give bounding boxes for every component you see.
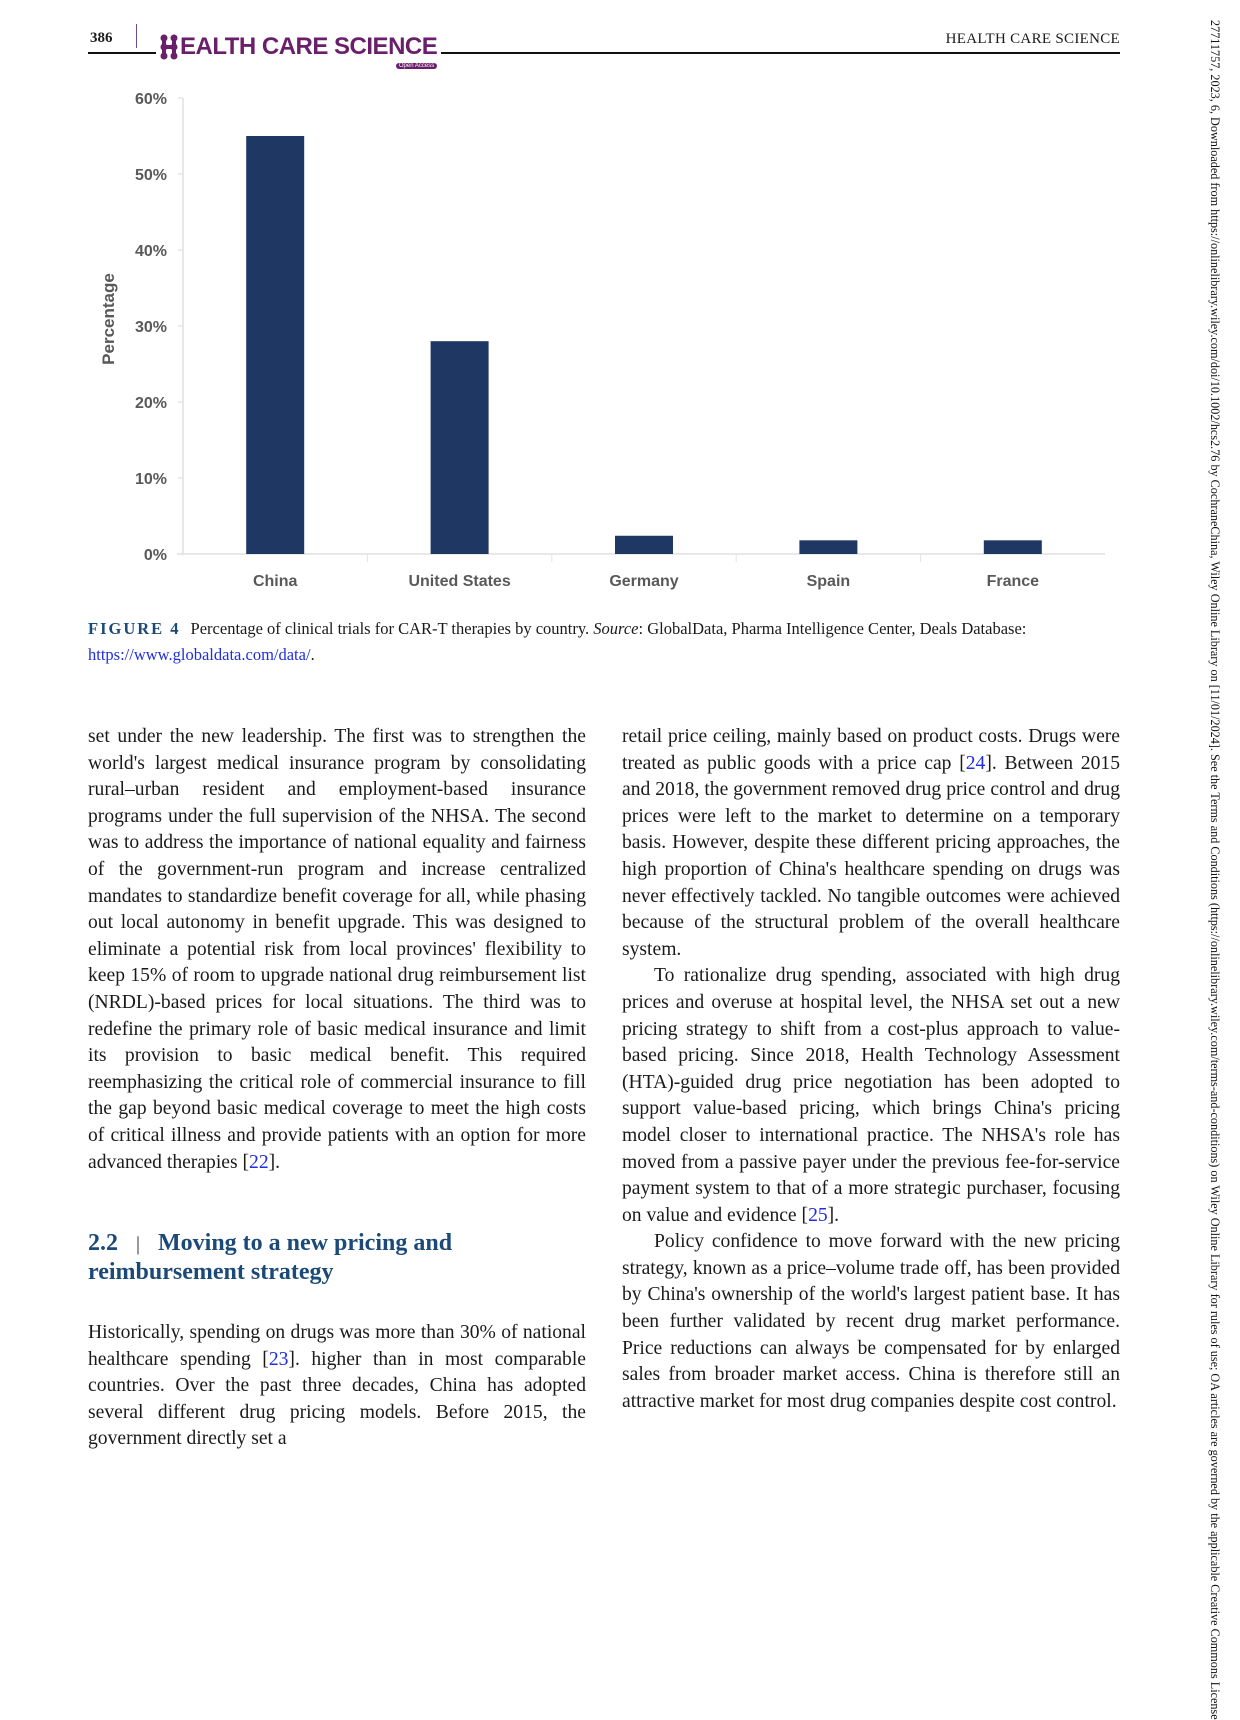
y-tick-label: 10% bbox=[134, 471, 167, 488]
citation-link[interactable]: 25 bbox=[808, 1204, 828, 1226]
open-access-badge: Open Access bbox=[396, 63, 437, 69]
citation-link[interactable]: 23 bbox=[268, 1348, 289, 1370]
section-title: Moving to a new pricing and reimbursement strategy bbox=[88, 1230, 453, 1286]
x-tick-label: Germany bbox=[609, 573, 679, 590]
x-tick-label: Spain bbox=[806, 573, 851, 590]
journal-logo bbox=[156, 33, 441, 69]
paragraph bbox=[622, 724, 1120, 963]
paragraph-text: Policy confidence to move forward with the new pricing strategy, known as a price–volume trade off, has been provided by China's ownership of the world's largest patient base. It has been further validated by recent drug market performance. Price reductions can always be compensated for by enlarged sales from broader market access. China is therefore still an attractive market for most drug companies despite cost control. bbox=[622, 1231, 1120, 1412]
bar-chart bbox=[90, 85, 1120, 595]
caption-source-text: : GlobalData, Pharma Intelligence Center, Deals Database: bbox=[638, 619, 1027, 638]
bar-france bbox=[984, 540, 1042, 554]
citation-link[interactable]: 22 bbox=[249, 1151, 269, 1173]
caption-tail: . bbox=[310, 645, 315, 664]
right-column bbox=[622, 724, 1120, 1415]
bar-spain bbox=[799, 540, 857, 554]
y-tick-label: 0% bbox=[143, 547, 167, 564]
paragraph bbox=[622, 963, 1120, 1229]
page-number: 386 bbox=[90, 30, 113, 46]
y-tick-label: 60% bbox=[134, 91, 167, 108]
figure-caption bbox=[88, 616, 1120, 668]
paragraph-text: Historically, spending on drugs was more than 30% of national healthcare spending [ bbox=[88, 1322, 586, 1370]
x-tick-label: China bbox=[252, 573, 298, 590]
y-axis-ticks bbox=[135, 91, 183, 564]
paragraph-text: ]. bbox=[268, 1151, 281, 1173]
left-column bbox=[88, 724, 586, 1453]
caption-text: Percentage of clinical trials for CAR-T therapies by country. bbox=[190, 619, 590, 638]
y-tick-label: 20% bbox=[134, 395, 167, 412]
y-tick-label: 50% bbox=[134, 167, 167, 184]
bar-united-states bbox=[431, 341, 489, 554]
section-separator: | bbox=[136, 1233, 141, 1256]
x-tick-label: France bbox=[986, 573, 1040, 590]
section-heading bbox=[88, 1229, 586, 1286]
logo-h-mark-icon bbox=[160, 34, 178, 60]
citation-link[interactable]: 24 bbox=[965, 752, 986, 774]
paragraph-text: ]. Between 2015 and 2018, the government removed drug price control and drug prices were left to the market to determine on a temporary basis. However, despite these different pricing approaches, the high proportion of China's healthcare spending on drugs was never effectively tackled. No tangible outcomes were achieved because of the structural problem of the overall healthcare system. bbox=[622, 752, 1120, 960]
x-tick-label: United States bbox=[408, 573, 511, 590]
figure-label: FIGURE 4 bbox=[88, 619, 181, 638]
y-tick-label: 30% bbox=[134, 319, 167, 336]
paragraph bbox=[88, 724, 586, 1176]
paragraph-text: set under the new leadership. The first was to strengthen the world's largest medical insurance program by consolidating rural–urban resident and employment-based insurance programs under the full supervision of the NHSA. The second was to address the importance of national equality and fairness of the government-run program and increase centralized mandates to standardize benefit coverage for all, while phasing out local autonomy in benefit upgrade. This was designed to eliminate a potential risk from local provinces' flexibility to keep 15% of room to upgrade national drug reimbursement list (NRDL)-based prices for local situations. The third was to redefine the primary role of basic medical insurance and limit its provision to basic medical benefit. This required reemphasizing the critical role of commercial insurance to fill the gap beyond basic medical coverage to meet the high costs of critical illness and provide patients with an option for more advanced therapies [ bbox=[88, 726, 586, 1173]
y-tick-label: 40% bbox=[134, 243, 167, 260]
chart-svg bbox=[90, 85, 1120, 595]
paragraph bbox=[88, 1320, 586, 1453]
caption-source-link[interactable]: https://www.globaldata.com/data/ bbox=[88, 645, 311, 664]
paragraph-text: To rationalize drug spending, associated with high drug prices and overuse at hospital level, the NHSA set out a new pricing strategy to shift from a cost-plus approach to value-based pricing. Since 2018, Health Technology Assessment (HTA)-guided drug price negotiation has been adopted to support value-based pricing, which brings China's pricing model closer to international practice. The NHSA's role has moved from a passive payer under the previous fee-for-service payment system to that of a more strategic purchaser, focusing on value and evidence [ bbox=[622, 965, 1120, 1226]
page-number-separator bbox=[136, 24, 137, 48]
bar-china bbox=[246, 136, 304, 554]
logo-text: EALTH CARE SCIENCE bbox=[180, 33, 438, 60]
paragraph bbox=[622, 1229, 1120, 1415]
paragraph-text: ]. higher than in most comparable countries. Over the past three decades, China has adopted several different drug pricing models. Before 2015, the government directly set a bbox=[88, 1348, 586, 1450]
paragraph-text: ]. bbox=[827, 1204, 840, 1226]
caption-source-label: Source bbox=[593, 619, 639, 638]
x-axis-labels bbox=[253, 554, 1039, 590]
download-side-note: 27711757, 2023, 6, Downloaded from https://onlinelibrary.wiley.com/doi/10.1002/hcs2.76 by CochraneChina, Wiley Online Library on [11/01/2024]. See the Terms and Conditions (https://onlinelibrary.wiley.com/terms-and-conditions) on Wiley Online Library for rules of use; OA articles are governed by the applicable Creative Commons License bbox=[1208, 20, 1222, 1720]
bars bbox=[246, 136, 1042, 554]
running-head-journal: HEALTH CARE SCIENCE bbox=[945, 31, 1120, 47]
bar-germany bbox=[615, 536, 673, 554]
section-number: 2.2 bbox=[88, 1230, 118, 1257]
paragraph-text: retail price ceiling, mainly based on product costs. Drugs were treated as public goods with a price cap [ bbox=[622, 726, 1120, 774]
y-axis-title: Percentage bbox=[99, 273, 118, 365]
